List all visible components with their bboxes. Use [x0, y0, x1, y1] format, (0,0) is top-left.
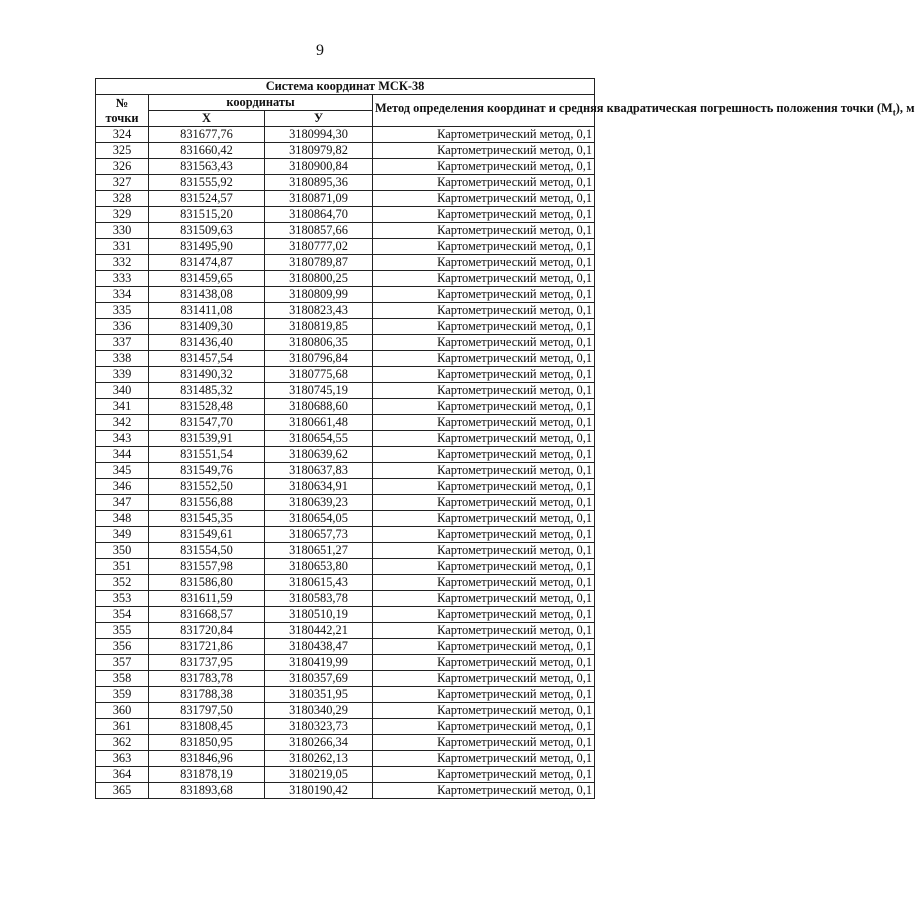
point-number-cell: 324: [96, 127, 149, 143]
table-row: [96, 703, 595, 719]
method-cell: Картометрический метод, 0,1: [373, 191, 595, 207]
table-row: [96, 287, 595, 303]
method-cell: Картометрический метод, 0,1: [373, 127, 595, 143]
point-number-cell: 352: [96, 575, 149, 591]
y-coordinate-cell: 3180653,80: [265, 559, 373, 575]
x-coordinate-cell: 831850,95: [149, 735, 265, 751]
coordinates-table: [95, 78, 915, 799]
x-coordinate-cell: 831721,86: [149, 639, 265, 655]
y-coordinate-cell: 3180510,19: [265, 607, 373, 623]
point-number-cell: 328: [96, 191, 149, 207]
table-row: [96, 303, 595, 319]
x-coordinate-cell: 831552,50: [149, 479, 265, 495]
table-row: [96, 223, 595, 239]
x-coordinate-cell: 831495,90: [149, 239, 265, 255]
y-coordinate-cell: 3180800,25: [265, 271, 373, 287]
table-row: [96, 367, 595, 383]
y-coordinate-cell: 3180583,78: [265, 591, 373, 607]
table-row: [96, 383, 595, 399]
table-row: [96, 255, 595, 271]
point-number-cell: 350: [96, 543, 149, 559]
method-cell: Картометрический метод, 0,1: [373, 335, 595, 351]
method-cell: Картометрический метод, 0,1: [373, 303, 595, 319]
point-number-cell: 348: [96, 511, 149, 527]
point-number-cell: 349: [96, 527, 149, 543]
x-coordinate-cell: 831459,65: [149, 271, 265, 287]
x-coordinate-cell: 831668,57: [149, 607, 265, 623]
method-cell: Картометрический метод, 0,1: [373, 639, 595, 655]
y-coordinate-cell: 3180340,29: [265, 703, 373, 719]
table-row: [96, 175, 595, 191]
method-header-text: Метод определения координат и средняя квадратическая погрешность положения точки (M: [375, 100, 893, 115]
table-row: [96, 239, 595, 255]
x-coordinate-cell: 831677,76: [149, 127, 265, 143]
y-coordinate-cell: 3180809,99: [265, 287, 373, 303]
x-coordinate-cell: 831797,50: [149, 703, 265, 719]
y-coordinate-cell: 3180654,05: [265, 511, 373, 527]
table-row: [96, 511, 595, 527]
method-cell: Картометрический метод, 0,1: [373, 223, 595, 239]
method-cell: Картометрический метод, 0,1: [373, 319, 595, 335]
point-number-cell: 336: [96, 319, 149, 335]
point-number-cell: 358: [96, 671, 149, 687]
point-number-cell: 325: [96, 143, 149, 159]
y-coordinate-cell: 3180657,73: [265, 527, 373, 543]
y-coordinate-cell: 3180357,69: [265, 671, 373, 687]
method-cell: Картометрический метод, 0,1: [373, 479, 595, 495]
y-coordinate-cell: 3180219,05: [265, 767, 373, 783]
point-number-cell: 332: [96, 255, 149, 271]
method-cell: Картометрический метод, 0,1: [373, 367, 595, 383]
method-cell: Картометрический метод, 0,1: [373, 495, 595, 511]
point-number-cell: 346: [96, 479, 149, 495]
method-cell: Картометрический метод, 0,1: [373, 703, 595, 719]
x-coordinate-cell: 831660,42: [149, 143, 265, 159]
method-cell: Картометрический метод, 0,1: [373, 623, 595, 639]
point-number-cell: 326: [96, 159, 149, 175]
y-coordinate-cell: 3180615,43: [265, 575, 373, 591]
method-cell: Картометрический метод, 0,1: [373, 399, 595, 415]
method-cell: Картометрический метод, 0,1: [373, 351, 595, 367]
y-coordinate-cell: 3180900,84: [265, 159, 373, 175]
table-row: [96, 767, 595, 783]
x-coordinate-cell: 831539,91: [149, 431, 265, 447]
point-number-cell: 330: [96, 223, 149, 239]
point-number-cell: 351: [96, 559, 149, 575]
method-cell: Картометрический метод, 0,1: [373, 431, 595, 447]
point-number-cell: 337: [96, 335, 149, 351]
table-row: [96, 415, 595, 431]
point-number-cell: 344: [96, 447, 149, 463]
x-coordinate-cell: 831545,35: [149, 511, 265, 527]
method-cell: Картометрический метод, 0,1: [373, 607, 595, 623]
method-cell: Картометрический метод, 0,1: [373, 463, 595, 479]
method-cell: Картометрический метод, 0,1: [373, 239, 595, 255]
method-header-subscript: t: [892, 107, 896, 118]
point-number-cell: 354: [96, 607, 149, 623]
point-number-cell: 361: [96, 719, 149, 735]
y-coordinate-cell: 3180651,27: [265, 543, 373, 559]
x-coordinate-cell: 831549,61: [149, 527, 265, 543]
table-row: [96, 607, 595, 623]
table-row: [96, 431, 595, 447]
y-coordinate-cell: 3180639,23: [265, 495, 373, 511]
x-coordinate-cell: 831783,78: [149, 671, 265, 687]
x-coordinate-cell: 831551,54: [149, 447, 265, 463]
point-number-cell: 356: [96, 639, 149, 655]
table-row: [96, 463, 595, 479]
y-coordinate-cell: 3180994,30: [265, 127, 373, 143]
table-row: [96, 543, 595, 559]
table-row: [96, 447, 595, 463]
x-coordinate-cell: 831555,92: [149, 175, 265, 191]
method-cell: Картометрический метод, 0,1: [373, 511, 595, 527]
method-cell: Картометрический метод, 0,1: [373, 559, 595, 575]
method-cell: Картометрический метод, 0,1: [373, 271, 595, 287]
method-cell: Картометрический метод, 0,1: [373, 415, 595, 431]
point-number-cell: 343: [96, 431, 149, 447]
x-coordinate-cell: 831556,88: [149, 495, 265, 511]
method-cell: Картометрический метод, 0,1: [373, 591, 595, 607]
point-number-header: [96, 95, 149, 127]
point-number-header-word: точки: [105, 110, 139, 125]
y-coordinate-cell: 3180351,95: [265, 687, 373, 703]
point-number-cell: 365: [96, 783, 149, 799]
x-coordinate-cell: 831563,43: [149, 159, 265, 175]
x-coordinate-cell: 831457,54: [149, 351, 265, 367]
page-number: 9: [316, 42, 324, 59]
table-row: [96, 719, 595, 735]
y-coordinate-cell: 3180895,36: [265, 175, 373, 191]
table-row: [96, 479, 595, 495]
point-number-header-symbol: №: [115, 95, 129, 110]
point-number-cell: 360: [96, 703, 149, 719]
point-number-cell: 341: [96, 399, 149, 415]
method-cell: Картометрический метод, 0,1: [373, 719, 595, 735]
table-row: [96, 623, 595, 639]
method-cell: Картометрический метод, 0,1: [373, 655, 595, 671]
method-cell: Картометрический метод, 0,1: [373, 527, 595, 543]
table-row: [96, 735, 595, 751]
y-coordinate-cell: 3180442,21: [265, 623, 373, 639]
x-coordinate-cell: 831893,68: [149, 783, 265, 799]
coordinate-system-title: Система координат МСК-38: [96, 79, 595, 95]
method-cell: Картометрический метод, 0,1: [373, 543, 595, 559]
table-row: [96, 399, 595, 415]
point-number-cell: 331: [96, 239, 149, 255]
y-coordinate-cell: 3180857,66: [265, 223, 373, 239]
method-cell: Картометрический метод, 0,1: [373, 383, 595, 399]
point-number-cell: 364: [96, 767, 149, 783]
x-coordinate-cell: 831411,08: [149, 303, 265, 319]
y-coordinate-cell: 3180190,42: [265, 783, 373, 799]
y-header: У: [265, 111, 373, 127]
x-coordinate-cell: 831549,76: [149, 463, 265, 479]
method-cell: Картометрический метод, 0,1: [373, 287, 595, 303]
y-coordinate-cell: 3180871,09: [265, 191, 373, 207]
point-number-cell: 357: [96, 655, 149, 671]
y-coordinate-cell: 3180745,19: [265, 383, 373, 399]
y-coordinate-cell: 3180262,13: [265, 751, 373, 767]
method-cell: Картометрический метод, 0,1: [373, 767, 595, 783]
y-coordinate-cell: 3180789,87: [265, 255, 373, 271]
table-row: [96, 159, 595, 175]
y-coordinate-cell: 3180819,85: [265, 319, 373, 335]
method-cell: Картометрический метод, 0,1: [373, 175, 595, 191]
method-cell: Картометрический метод, 0,1: [373, 671, 595, 687]
point-number-cell: 363: [96, 751, 149, 767]
table-row: [96, 335, 595, 351]
point-number-cell: 359: [96, 687, 149, 703]
x-coordinate-cell: 831846,96: [149, 751, 265, 767]
table-row: [96, 559, 595, 575]
method-cell: Картометрический метод, 0,1: [373, 255, 595, 271]
table-row: [96, 575, 595, 591]
x-coordinate-cell: 831554,50: [149, 543, 265, 559]
table-row: [96, 527, 595, 543]
point-number-cell: 347: [96, 495, 149, 511]
y-coordinate-cell: 3180823,43: [265, 303, 373, 319]
x-coordinate-cell: 831485,32: [149, 383, 265, 399]
method-cell: Картометрический метод, 0,1: [373, 783, 595, 799]
y-coordinate-cell: 3180654,55: [265, 431, 373, 447]
method-cell: Картометрический метод, 0,1: [373, 735, 595, 751]
x-coordinate-cell: 831788,38: [149, 687, 265, 703]
x-coordinate-cell: 831720,84: [149, 623, 265, 639]
point-number-cell: 340: [96, 383, 149, 399]
table-row: [96, 351, 595, 367]
x-coordinate-cell: 831515,20: [149, 207, 265, 223]
table-row: [96, 751, 595, 767]
method-cell: Картометрический метод, 0,1: [373, 687, 595, 703]
y-coordinate-cell: 3180688,60: [265, 399, 373, 415]
x-coordinate-cell: 831509,63: [149, 223, 265, 239]
point-number-cell: 339: [96, 367, 149, 383]
point-number-cell: 334: [96, 287, 149, 303]
y-coordinate-cell: 3180639,62: [265, 447, 373, 463]
point-number-cell: 333: [96, 271, 149, 287]
method-header-unit: ), м: [895, 100, 915, 115]
y-coordinate-cell: 3180637,83: [265, 463, 373, 479]
x-coordinate-cell: 831611,59: [149, 591, 265, 607]
x-coordinate-cell: 831878,19: [149, 767, 265, 783]
point-number-cell: 355: [96, 623, 149, 639]
x-coordinate-cell: 831737,95: [149, 655, 265, 671]
y-coordinate-cell: 3180419,99: [265, 655, 373, 671]
table-row: [96, 319, 595, 335]
method-cell: Картометрический метод, 0,1: [373, 159, 595, 175]
y-coordinate-cell: 3180634,91: [265, 479, 373, 495]
y-coordinate-cell: 3180438,47: [265, 639, 373, 655]
x-header: X: [149, 111, 265, 127]
y-coordinate-cell: 3180796,84: [265, 351, 373, 367]
method-header: [373, 95, 915, 127]
y-coordinate-cell: 3180864,70: [265, 207, 373, 223]
method-cell: Картометрический метод, 0,1: [373, 447, 595, 463]
table-row: [96, 591, 595, 607]
method-cell: Картометрический метод, 0,1: [373, 575, 595, 591]
table-row: [96, 191, 595, 207]
y-coordinate-cell: 3180661,48: [265, 415, 373, 431]
point-number-cell: 353: [96, 591, 149, 607]
table-row: [96, 783, 595, 799]
table-row: [96, 495, 595, 511]
x-coordinate-cell: 831409,30: [149, 319, 265, 335]
method-cell: Картометрический метод, 0,1: [373, 207, 595, 223]
table-row: [96, 671, 595, 687]
x-coordinate-cell: 831436,40: [149, 335, 265, 351]
y-coordinate-cell: 3180777,02: [265, 239, 373, 255]
x-coordinate-cell: 831586,80: [149, 575, 265, 591]
x-coordinate-cell: 831528,48: [149, 399, 265, 415]
method-cell: Картометрический метод, 0,1: [373, 143, 595, 159]
x-coordinate-cell: 831524,57: [149, 191, 265, 207]
table-row: [96, 687, 595, 703]
table-row: [96, 655, 595, 671]
x-coordinate-cell: 831547,70: [149, 415, 265, 431]
y-coordinate-cell: 3180806,35: [265, 335, 373, 351]
y-coordinate-cell: 3180775,68: [265, 367, 373, 383]
x-coordinate-cell: 831808,45: [149, 719, 265, 735]
table-body: [96, 127, 595, 799]
point-number-cell: 342: [96, 415, 149, 431]
table-row: [96, 207, 595, 223]
x-coordinate-cell: 831438,08: [149, 287, 265, 303]
point-number-cell: 335: [96, 303, 149, 319]
method-cell: Картометрический метод, 0,1: [373, 751, 595, 767]
table-row: [96, 271, 595, 287]
point-number-cell: 327: [96, 175, 149, 191]
point-number-cell: 329: [96, 207, 149, 223]
point-number-cell: 362: [96, 735, 149, 751]
x-coordinate-cell: 831490,32: [149, 367, 265, 383]
x-coordinate-cell: 831474,87: [149, 255, 265, 271]
y-coordinate-cell: 3180266,34: [265, 735, 373, 751]
y-coordinate-cell: 3180979,82: [265, 143, 373, 159]
coordinates-header: координаты: [149, 95, 373, 111]
x-coordinate-cell: 831557,98: [149, 559, 265, 575]
table-row: [96, 127, 595, 143]
point-number-cell: 345: [96, 463, 149, 479]
table-row: [96, 143, 595, 159]
point-number-cell: 338: [96, 351, 149, 367]
table-row: [96, 639, 595, 655]
y-coordinate-cell: 3180323,73: [265, 719, 373, 735]
